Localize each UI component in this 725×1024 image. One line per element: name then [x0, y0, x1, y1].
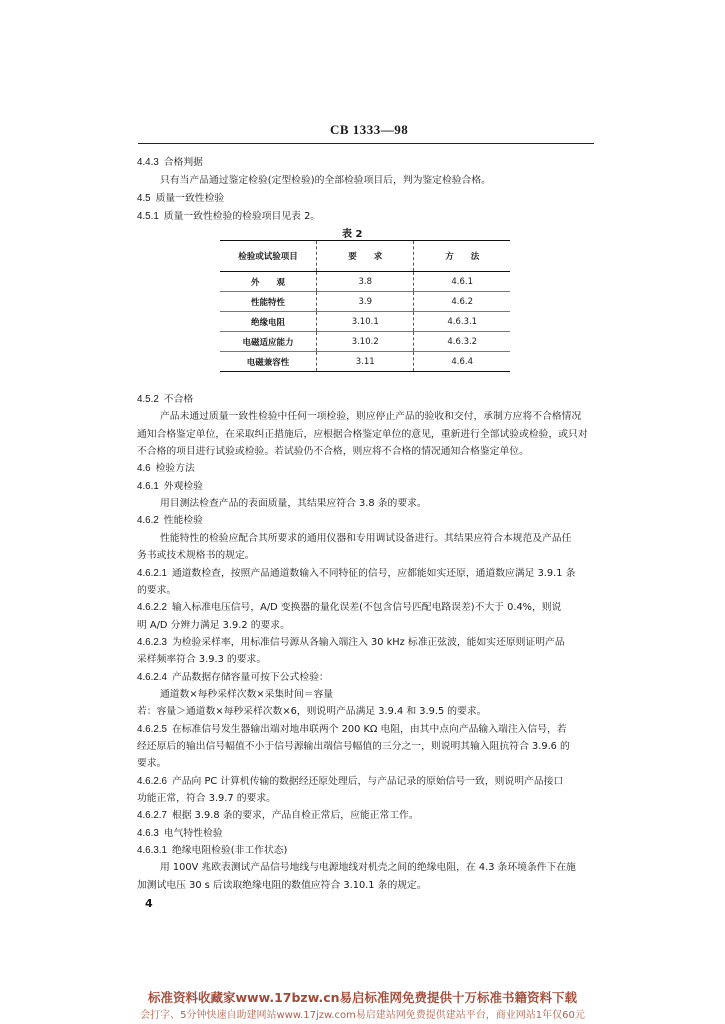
text-line — [160, 861, 576, 874]
section-4-5: 4.5 质量一致性检验 — [137, 193, 225, 204]
line-text: 不合格的项目进行试验或检验。若试验仍不合格，则应将不合格的情况通知合格鉴定单位。 — [137, 446, 529, 458]
text-line — [137, 757, 166, 770]
table-cell: 绝缘电阻 — [220, 312, 317, 332]
footer-line-1: 标准资料收藏家www.17bzw.cn易启标准网免费提供十万标准书籍资料下载 — [147, 990, 578, 1005]
line-text: 加测试电压 30 s 后读取绝缘电阻的数值应符合 3.10.1 条的规定。 — [137, 879, 427, 891]
table-cell: 外 观 — [220, 272, 317, 292]
numbered-line — [137, 462, 195, 475]
clause-number: 4.6.2.2 — [137, 602, 167, 614]
clause-number: 4.6.2.3 — [137, 636, 167, 648]
line-text: 不合格 — [163, 394, 194, 405]
numbered-line — [137, 567, 575, 580]
table-cell: 4.6.3.1 — [414, 312, 510, 332]
header-rule — [138, 143, 594, 144]
line-text: 外观检验 — [163, 480, 203, 492]
table-header-cell: 要 求 — [317, 241, 414, 272]
line-text: 通知合格鉴定单位，在采取纠正措施后，应根据合格鉴定单位的意见，重新进行全部试验或检验，或只对 — [137, 428, 588, 440]
line-text: 若：容量＞通道数×每秒采样次数×6，则说明产品满足 3.9.4 和 3.9.5 的要求。 — [137, 706, 487, 718]
table-row — [220, 332, 510, 352]
table-row — [220, 312, 510, 332]
table-cell: 3.10.1 — [317, 312, 414, 332]
table-cell: 3.9 — [317, 292, 414, 312]
text-line — [137, 879, 427, 892]
table-header-cell: 检验或试验项目 — [220, 241, 317, 272]
line-text: 明 A/D 分辨力满足 3.9.2 的要求。 — [137, 619, 290, 631]
line-text: 绝缘电阻检验(非工作状态) — [171, 845, 288, 857]
text-line — [160, 688, 333, 701]
table-cell: 性能特性 — [220, 292, 317, 312]
numbered-line — [137, 393, 193, 406]
paragraph-qualification: 只有当产品通过鉴定检验(定型检验)的全部检验项目后，判为鉴定检验合格。 — [160, 175, 491, 186]
line-text: 经还原后的输出信号幅值不小于信号源输出端信号幅值的三分之一，则说明其输入阻抗符合 3.9.6 的 — [137, 741, 570, 752]
inspection-table — [220, 240, 510, 372]
text-line — [137, 740, 570, 753]
numbered-line — [137, 809, 419, 822]
line-text: 产品向 PC 计算机传输的数据经还原处理后，与产品记录的原始信号一致，则说明产品接口 — [171, 775, 564, 787]
text-line — [137, 549, 255, 562]
table-header-row — [220, 241, 510, 272]
table-cell: 3.10.2 — [317, 332, 414, 352]
line-text: 检验方法 — [155, 463, 195, 475]
line-text: 务书或技术规格书的规定。 — [137, 550, 255, 562]
text-line — [160, 410, 581, 423]
line-text: 通道数×每秒采样次数×采集时间＝容量 — [160, 688, 334, 700]
line-text: 性能特性的检验应配合其所要求的通用仪器和专用调试设备进行。其结果应符合本规范及产品任 — [160, 532, 572, 544]
clause-number: 4.6.2.6 — [137, 775, 167, 787]
text-line — [137, 653, 266, 666]
line-text: 功能正常，符合 3.9.7 的要求。 — [137, 793, 276, 805]
line-text: 的要求。 — [137, 584, 177, 596]
clause-number: 4.6.2.1 — [137, 567, 167, 579]
table-caption: 表 2 — [342, 229, 363, 240]
section-4-4-3: 4.4.3 合格判据 — [137, 157, 203, 168]
text-line — [160, 497, 427, 510]
clause-number: 4.6.3.1 — [137, 845, 167, 857]
clause-number: 4.6.2.4 — [137, 671, 167, 683]
table-cell: 4.6.4 — [414, 352, 510, 372]
page-number: 4 — [145, 897, 153, 910]
text-line — [137, 584, 176, 597]
line-text: 用 100V 兆欧表测试产品信号地线与电源地线对机壳之间的绝缘电阻，在 4.3 条环境条件下在施 — [160, 862, 576, 874]
table-cell: 3.11 — [317, 352, 414, 372]
clause-number: 4.6.1 — [137, 480, 159, 492]
table-row — [220, 352, 510, 372]
table-cell: 4.6.3.2 — [414, 332, 510, 352]
text-line — [137, 445, 529, 458]
clause-number: 4.6.3 — [137, 827, 159, 839]
numbered-line — [137, 601, 561, 614]
line-text: 用目测法检查产品的表面质量，其结果应符合 3.8 条的要求。 — [160, 498, 427, 510]
section-4-5-1: 4.5.1 质量一致性检验的检验项目见表 2。 — [137, 211, 321, 222]
text-line — [160, 532, 571, 545]
line-text: 通道数检查，按照产品通道数输入不同特征的信号，应都能如实还原，通道数应满足 3.9.1 条 — [171, 567, 576, 579]
table-cell: 4.6.1 — [414, 272, 510, 292]
line-text: 电气特性检验 — [163, 827, 223, 839]
table-cell: 电磁适应能力 — [220, 332, 317, 352]
numbered-line — [137, 671, 329, 684]
clause-number: 4.6.2 — [137, 515, 159, 527]
table-header-cell: 方 法 — [414, 241, 510, 272]
line-text: 为检验采样率，用标准信号源从各输入端注入 30 kHz 标准正弦波，能如实还原则证明产品 — [171, 636, 565, 648]
text-line — [137, 792, 276, 805]
line-text: 根据 3.9.8 条的要求，产品自检正常后，应能正常工作。 — [171, 810, 419, 822]
text-line — [137, 428, 588, 441]
line-text: 性能检验 — [163, 515, 203, 527]
table-cell: 4.6.2 — [414, 292, 510, 312]
clause-number: 4.6.2.7 — [137, 810, 167, 822]
line-text: 在标准信号发生器输出端对地串联两个 200 KΩ 电阻，由其中点向产品输入端注入信号，若 — [171, 723, 567, 735]
numbered-line — [137, 827, 223, 840]
numbered-line — [137, 480, 203, 493]
clause-number: 4.5.2 — [137, 394, 159, 405]
table-row — [220, 292, 510, 312]
numbered-line — [137, 844, 287, 857]
footer-line-2: 会打字、5分钟快速自助建网站www.17jzw.com易启建站网免费提供建站平台，商业网站1年仅60元 — [140, 1010, 585, 1021]
line-text: 要求。 — [137, 758, 167, 770]
table-row — [220, 272, 510, 292]
numbered-line — [137, 775, 563, 788]
line-text: 采样频率符合 3.9.3 的要求。 — [137, 654, 267, 666]
clause-number: 4.6.2.5 — [137, 723, 167, 735]
document-header: CB 1333—98 — [330, 122, 409, 137]
line-text: 输入标准电压信号，A/D 变换器的量化误差(不包含信号匹配电路误差)不大于 0.4%，则说 — [171, 602, 562, 614]
text-line — [137, 619, 290, 632]
numbered-line — [137, 514, 203, 527]
line-text: 产品未通过质量一致性检验中任何一项检验，则应停止产品的验收和交付，承制方应将不合格情况 — [160, 411, 582, 423]
text-line — [137, 705, 486, 718]
numbered-line — [137, 636, 565, 649]
table-cell: 3.8 — [317, 272, 414, 292]
numbered-line — [137, 723, 567, 736]
clause-number: 4.6 — [137, 463, 151, 475]
line-text: 产品数据存储容量可按下公式检验： — [171, 671, 329, 683]
table-cell: 电磁兼容性 — [220, 352, 317, 372]
